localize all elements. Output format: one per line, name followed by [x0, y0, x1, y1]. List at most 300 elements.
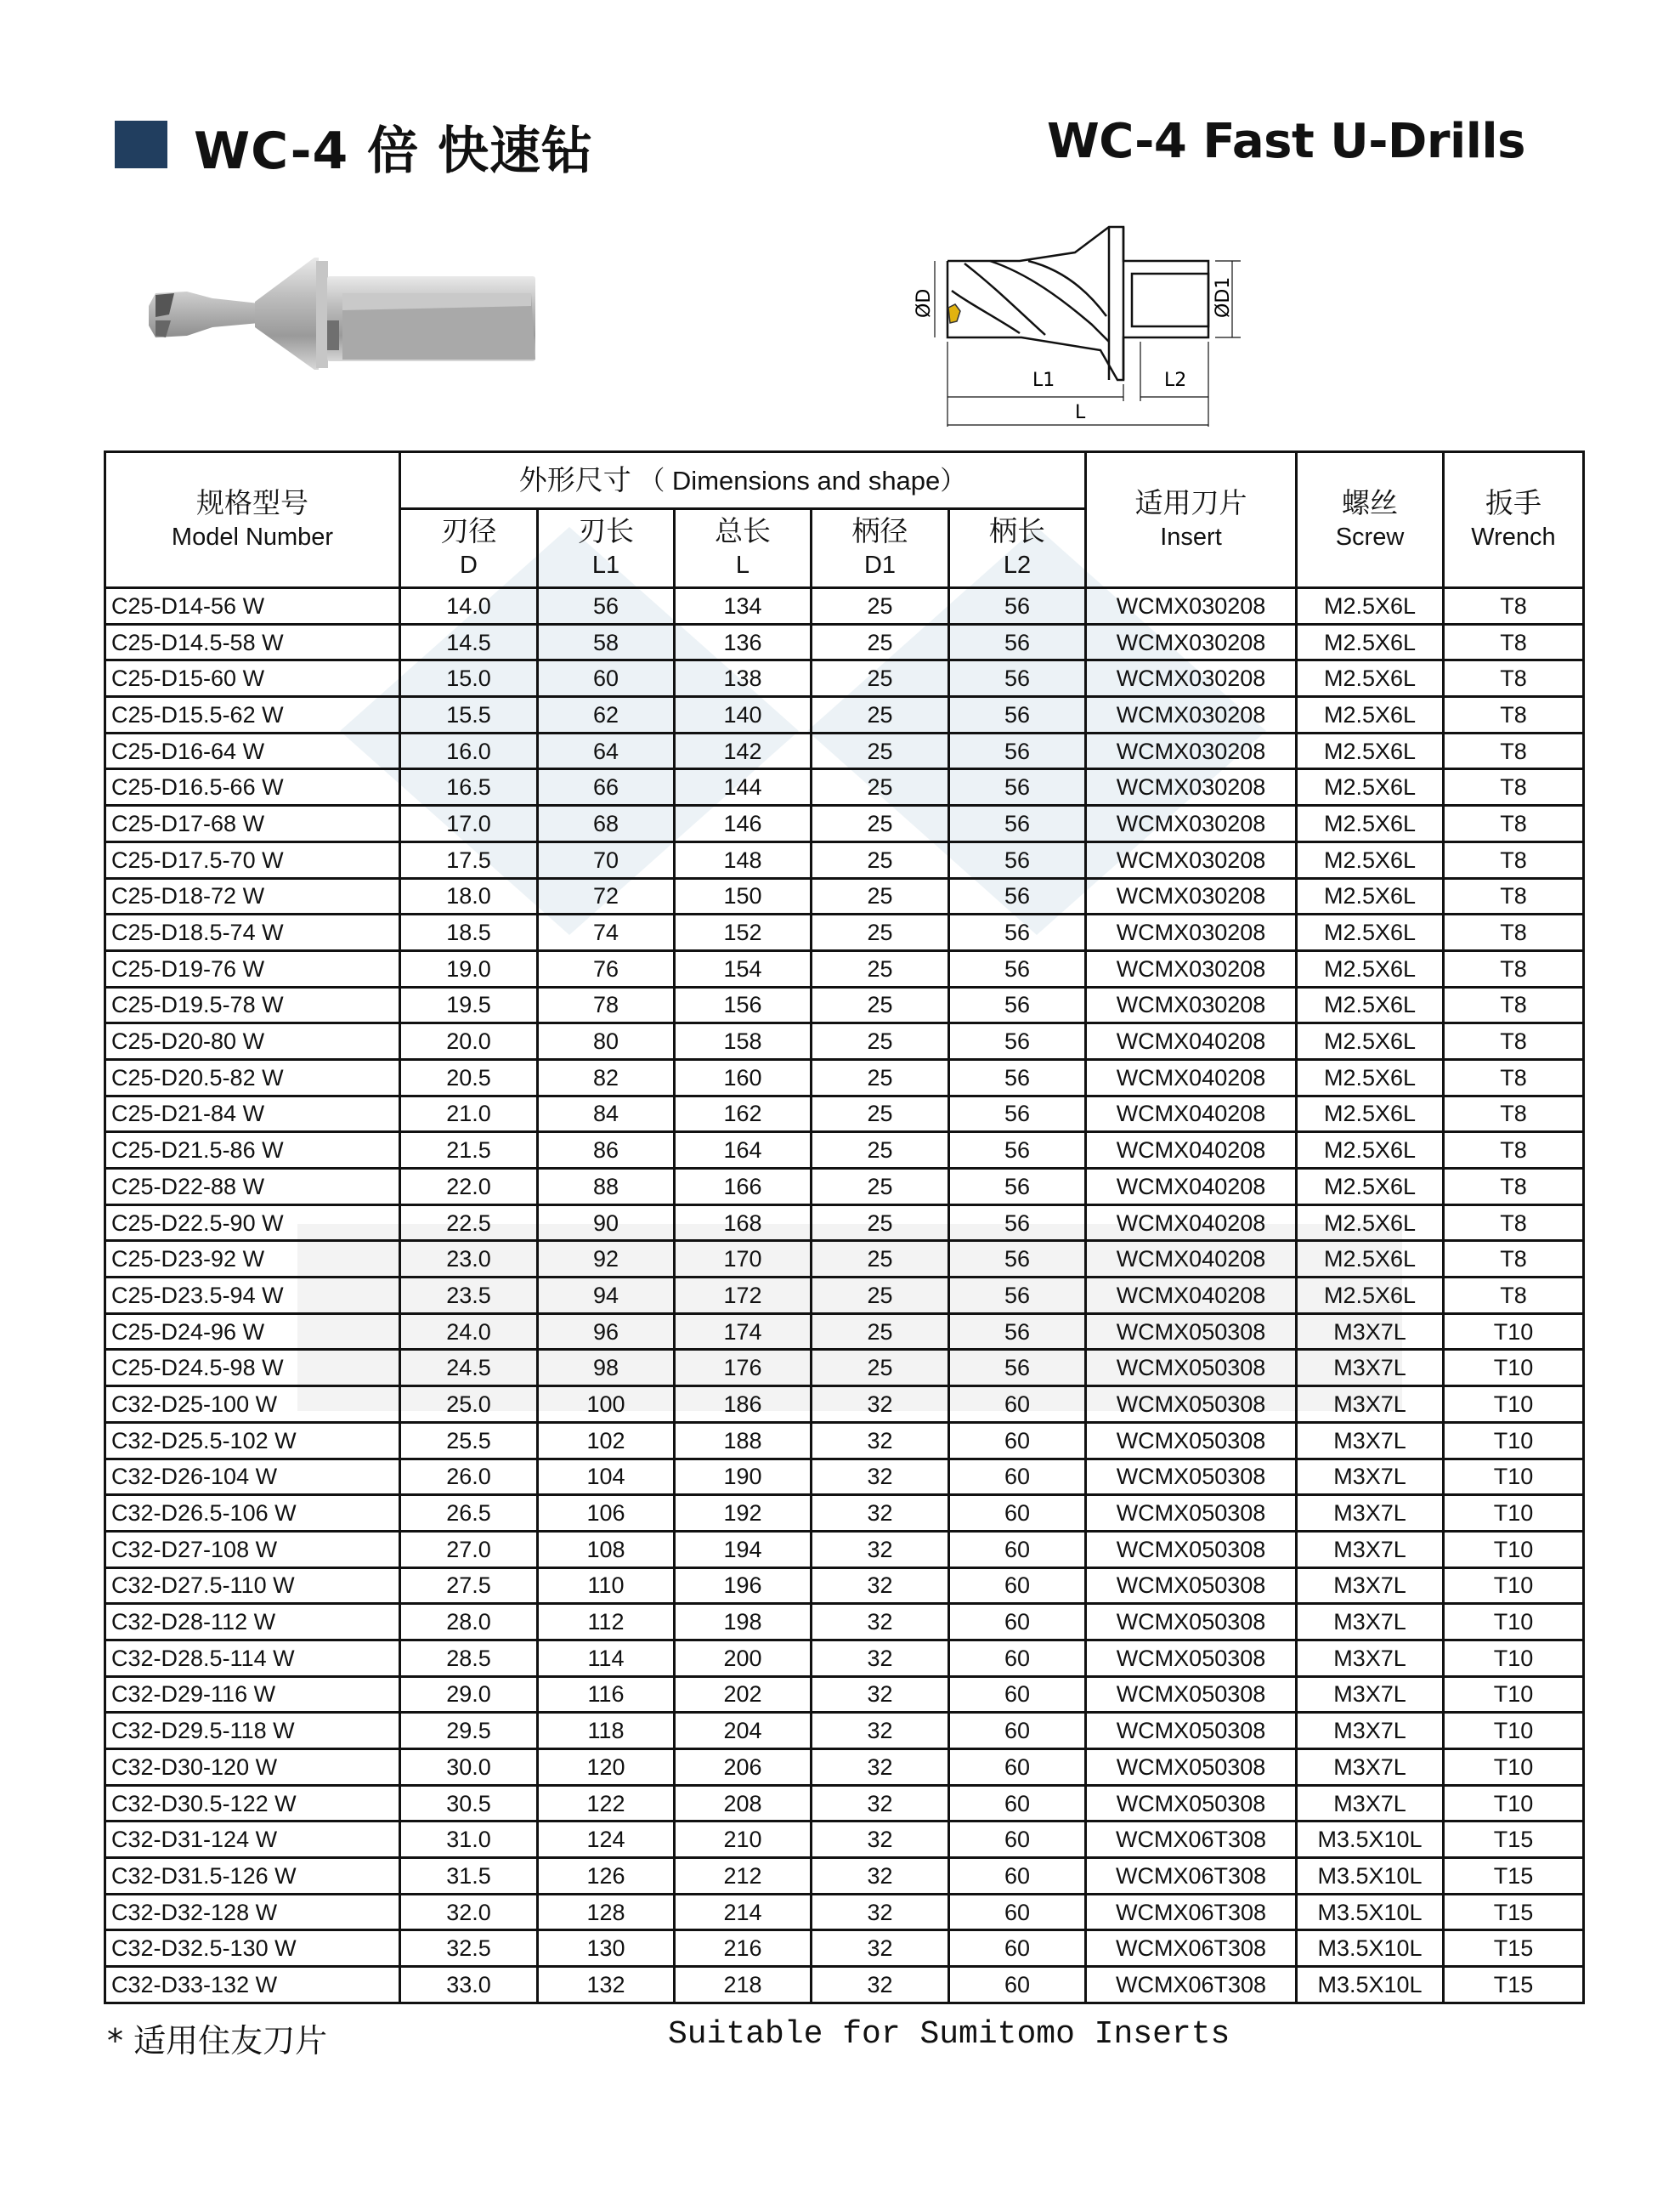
- cell-wrench: T8: [1444, 697, 1584, 734]
- cell-insert: WCMX040208: [1086, 1241, 1297, 1278]
- cell-d: 22.5: [400, 1204, 538, 1241]
- cell-l: 212: [675, 1858, 812, 1895]
- cell-d: 15.5: [400, 697, 538, 734]
- cell-d1: 25: [812, 588, 949, 625]
- table-row: [105, 1495, 1584, 1532]
- cell-wrench: T10: [1444, 1531, 1584, 1567]
- cell-insert: WCMX06T308: [1086, 1858, 1297, 1895]
- cell-model: C25-D14.5-58 W: [105, 624, 400, 660]
- cell-d: 19.0: [400, 950, 538, 987]
- cell-d1: 25: [812, 1059, 949, 1096]
- cell-l1: 104: [538, 1459, 675, 1495]
- table-row: [105, 878, 1584, 915]
- cell-d1: 32: [812, 1459, 949, 1495]
- cell-screw: M2.5X6L: [1297, 1241, 1444, 1278]
- cell-d1: 25: [812, 1023, 949, 1060]
- cell-model: C32-D25.5-102 W: [105, 1422, 400, 1459]
- cell-model: C25-D20-80 W: [105, 1023, 400, 1060]
- cell-l: 218: [675, 1967, 812, 2003]
- cell-insert: WCMX06T308: [1086, 1930, 1297, 1967]
- cell-l: 138: [675, 660, 812, 697]
- cell-l1: 82: [538, 1059, 675, 1096]
- cell-l2: 60: [949, 1822, 1086, 1858]
- cell-d1: 32: [812, 1604, 949, 1640]
- cell-model: C25-D17-68 W: [105, 806, 400, 842]
- cell-l1: 102: [538, 1422, 675, 1459]
- cell-model: C25-D24-96 W: [105, 1313, 400, 1350]
- footer-note-cn: * 适用住友刀片: [107, 2022, 328, 2060]
- cell-d: 28.5: [400, 1640, 538, 1676]
- cell-model: C25-D22-88 W: [105, 1169, 400, 1205]
- cell-l2: 56: [949, 1278, 1086, 1314]
- diagram-label-d1: ØD1: [1213, 276, 1234, 318]
- cell-model: C25-D22.5-90 W: [105, 1204, 400, 1241]
- cell-model: C32-D27-108 W: [105, 1531, 400, 1567]
- cell-model: C25-D14-56 W: [105, 588, 400, 625]
- table-row: [105, 950, 1584, 987]
- cell-insert: WCMX06T308: [1086, 1822, 1297, 1858]
- column-header-insert: 适用刀片 Insert: [1086, 452, 1297, 588]
- cell-insert: WCMX050308: [1086, 1749, 1297, 1786]
- cell-l1: 86: [538, 1132, 675, 1169]
- cell-l2: 56: [949, 1169, 1086, 1205]
- cell-l1: 130: [538, 1930, 675, 1967]
- footer-note-en: Suitable for Sumitomo Inserts: [668, 2016, 1230, 2053]
- cell-model: C32-D31.5-126 W: [105, 1858, 400, 1895]
- cell-l2: 60: [949, 1930, 1086, 1967]
- table-row: [105, 841, 1584, 878]
- cell-l1: 100: [538, 1386, 675, 1423]
- cell-model: C25-D16-64 W: [105, 733, 400, 769]
- cell-d: 29.0: [400, 1676, 538, 1713]
- cell-model: C32-D29.5-118 W: [105, 1713, 400, 1749]
- column-header-model: 规格型号 Model Number: [105, 452, 400, 588]
- cell-model: C32-D28-112 W: [105, 1604, 400, 1640]
- cell-d: 26.5: [400, 1495, 538, 1532]
- cell-screw: M2.5X6L: [1297, 1204, 1444, 1241]
- cell-insert: WCMX050308: [1086, 1313, 1297, 1350]
- cell-wrench: T8: [1444, 1278, 1584, 1314]
- cell-l2: 60: [949, 1749, 1086, 1786]
- cell-d1: 25: [812, 806, 949, 842]
- cell-model: C25-D18-72 W: [105, 878, 400, 915]
- cell-insert: WCMX030208: [1086, 697, 1297, 734]
- cell-d: 31.5: [400, 1858, 538, 1895]
- cell-insert: WCMX030208: [1086, 915, 1297, 951]
- cell-l1: 58: [538, 624, 675, 660]
- cell-insert: WCMX050308: [1086, 1422, 1297, 1459]
- cell-d1: 32: [812, 1967, 949, 2003]
- cell-insert: WCMX030208: [1086, 950, 1297, 987]
- table-row: [105, 1785, 1584, 1822]
- cell-d: 23.0: [400, 1241, 538, 1278]
- cell-l1: 56: [538, 588, 675, 625]
- cell-d: 25.5: [400, 1422, 538, 1459]
- cell-l: 148: [675, 841, 812, 878]
- cell-screw: M3X7L: [1297, 1422, 1444, 1459]
- cell-wrench: T8: [1444, 1204, 1584, 1241]
- cell-l2: 60: [949, 1713, 1086, 1749]
- table-row: [105, 1858, 1584, 1895]
- cell-wrench: T8: [1444, 1059, 1584, 1096]
- cell-l2: 56: [949, 1241, 1086, 1278]
- cell-l1: 120: [538, 1749, 675, 1786]
- cell-l: 174: [675, 1313, 812, 1350]
- cell-model: C25-D19-76 W: [105, 950, 400, 987]
- cell-d1: 25: [812, 660, 949, 697]
- cell-l2: 56: [949, 1313, 1086, 1350]
- cell-screw: M3.5X10L: [1297, 1930, 1444, 1967]
- cell-screw: M3X7L: [1297, 1459, 1444, 1495]
- cell-l1: 110: [538, 1567, 675, 1604]
- cell-d: 20.0: [400, 1023, 538, 1060]
- table-row: [105, 1059, 1584, 1096]
- cell-l1: 66: [538, 769, 675, 806]
- cell-l1: 114: [538, 1640, 675, 1676]
- table-row: [105, 1422, 1584, 1459]
- cell-wrench: T8: [1444, 1241, 1584, 1278]
- cell-wrench: T10: [1444, 1495, 1584, 1532]
- cell-d1: 25: [812, 878, 949, 915]
- cell-l1: 64: [538, 733, 675, 769]
- cell-d1: 25: [812, 1313, 949, 1350]
- column-group-dimensions: 外形尺寸 （ Dimensions and shape）: [400, 452, 1086, 509]
- cell-l: 186: [675, 1386, 812, 1423]
- cell-insert: WCMX030208: [1086, 769, 1297, 806]
- cell-l1: 108: [538, 1531, 675, 1567]
- cell-d: 27.0: [400, 1531, 538, 1567]
- cell-screw: M3.5X10L: [1297, 1894, 1444, 1930]
- cell-d: 17.0: [400, 806, 538, 842]
- cell-d: 33.0: [400, 1967, 538, 2003]
- cell-d: 31.0: [400, 1822, 538, 1858]
- cell-model: C32-D28.5-114 W: [105, 1640, 400, 1676]
- cell-l: 198: [675, 1604, 812, 1640]
- cell-d1: 25: [812, 1169, 949, 1205]
- cell-screw: M2.5X6L: [1297, 1023, 1444, 1060]
- cell-insert: WCMX040208: [1086, 1096, 1297, 1132]
- cell-l1: 62: [538, 697, 675, 734]
- cell-model: C25-D21-84 W: [105, 1096, 400, 1132]
- page-title-en: WC-4 Fast U-Drills: [1047, 114, 1525, 169]
- cell-d1: 32: [812, 1676, 949, 1713]
- cell-l: 160: [675, 1059, 812, 1096]
- cell-l: 172: [675, 1278, 812, 1314]
- cell-l: 156: [675, 987, 812, 1023]
- cell-insert: WCMX050308: [1086, 1640, 1297, 1676]
- cell-l1: 122: [538, 1785, 675, 1822]
- cell-wrench: T15: [1444, 1930, 1584, 1967]
- cell-l: 164: [675, 1132, 812, 1169]
- cell-screw: M3.5X10L: [1297, 1967, 1444, 2003]
- cell-wrench: T8: [1444, 733, 1584, 769]
- cell-wrench: T8: [1444, 841, 1584, 878]
- cell-l: 202: [675, 1676, 812, 1713]
- cell-l2: 56: [949, 878, 1086, 915]
- table-row: [105, 1023, 1584, 1060]
- cell-insert: WCMX050308: [1086, 1459, 1297, 1495]
- cell-d1: 32: [812, 1422, 949, 1459]
- column-header-screw: 螺丝 Screw: [1297, 452, 1444, 588]
- cell-l2: 56: [949, 697, 1086, 734]
- column-header-l: 总长 L: [675, 509, 812, 588]
- cell-wrench: T8: [1444, 1023, 1584, 1060]
- cell-l2: 56: [949, 950, 1086, 987]
- cell-l2: 60: [949, 1386, 1086, 1423]
- cell-d1: 25: [812, 733, 949, 769]
- cell-wrench: T8: [1444, 588, 1584, 625]
- cell-l: 168: [675, 1204, 812, 1241]
- cell-insert: WCMX050308: [1086, 1567, 1297, 1604]
- cell-l1: 60: [538, 660, 675, 697]
- cell-d: 17.5: [400, 841, 538, 878]
- cell-d: 14.5: [400, 624, 538, 660]
- cell-l1: 128: [538, 1894, 675, 1930]
- cell-d1: 25: [812, 1241, 949, 1278]
- table-row: [105, 588, 1584, 625]
- cell-model: C32-D27.5-110 W: [105, 1567, 400, 1604]
- cell-insert: WCMX050308: [1086, 1495, 1297, 1532]
- cell-screw: M3.5X10L: [1297, 1822, 1444, 1858]
- cell-l1: 70: [538, 841, 675, 878]
- table-row: [105, 1241, 1584, 1278]
- cell-l1: 116: [538, 1676, 675, 1713]
- table-row: [105, 624, 1584, 660]
- cell-l: 152: [675, 915, 812, 951]
- cell-insert: WCMX030208: [1086, 733, 1297, 769]
- title-accent-square: [115, 121, 167, 168]
- table-row: [105, 1604, 1584, 1640]
- cell-l2: 56: [949, 1350, 1086, 1386]
- cell-model: C32-D26.5-106 W: [105, 1495, 400, 1532]
- cell-model: C25-D23.5-94 W: [105, 1278, 400, 1314]
- cell-screw: M2.5X6L: [1297, 733, 1444, 769]
- table-row: [105, 987, 1584, 1023]
- cell-model: C25-D24.5-98 W: [105, 1350, 400, 1386]
- cell-wrench: T8: [1444, 1096, 1584, 1132]
- cell-wrench: T8: [1444, 660, 1584, 697]
- cell-l2: 56: [949, 769, 1086, 806]
- cell-model: C32-D32-128 W: [105, 1894, 400, 1930]
- cell-screw: M3X7L: [1297, 1676, 1444, 1713]
- table-row: [105, 769, 1584, 806]
- table-row: [105, 660, 1584, 697]
- cell-l2: 60: [949, 1785, 1086, 1822]
- cell-l: 154: [675, 950, 812, 987]
- cell-insert: WCMX040208: [1086, 1023, 1297, 1060]
- cell-insert: WCMX050308: [1086, 1350, 1297, 1386]
- cell-l2: 56: [949, 1204, 1086, 1241]
- cell-screw: M2.5X6L: [1297, 1059, 1444, 1096]
- table-row: [105, 1386, 1584, 1423]
- cell-screw: M2.5X6L: [1297, 660, 1444, 697]
- cell-wrench: T10: [1444, 1640, 1584, 1676]
- drill-photo: [140, 242, 642, 378]
- cell-screw: M2.5X6L: [1297, 697, 1444, 734]
- cell-l: 200: [675, 1640, 812, 1676]
- cell-d: 25.0: [400, 1386, 538, 1423]
- cell-d: 27.5: [400, 1567, 538, 1604]
- table-row: [105, 1567, 1584, 1604]
- cell-d: 19.5: [400, 987, 538, 1023]
- cell-wrench: T15: [1444, 1894, 1584, 1930]
- cell-d1: 25: [812, 1350, 949, 1386]
- cell-d: 32.5: [400, 1930, 538, 1967]
- cell-l: 150: [675, 878, 812, 915]
- diagram-label-l2: L2: [1164, 370, 1187, 391]
- cell-l: 142: [675, 733, 812, 769]
- table-row: [105, 697, 1584, 734]
- cell-l: 204: [675, 1713, 812, 1749]
- cell-d1: 32: [812, 1567, 949, 1604]
- cell-model: C32-D33-132 W: [105, 1967, 400, 2003]
- cell-d1: 32: [812, 1640, 949, 1676]
- cell-d1: 25: [812, 1132, 949, 1169]
- cell-l1: 132: [538, 1967, 675, 2003]
- cell-screw: M3X7L: [1297, 1749, 1444, 1786]
- cell-wrench: T8: [1444, 878, 1584, 915]
- cell-l: 144: [675, 769, 812, 806]
- table-body: [105, 588, 1584, 2003]
- cell-screw: M3X7L: [1297, 1567, 1444, 1604]
- cell-l2: 60: [949, 1422, 1086, 1459]
- cell-model: C25-D17.5-70 W: [105, 841, 400, 878]
- cell-insert: WCMX050308: [1086, 1785, 1297, 1822]
- cell-d1: 32: [812, 1858, 949, 1895]
- table-row: [105, 1278, 1584, 1314]
- cell-model: C32-D26-104 W: [105, 1459, 400, 1495]
- cell-l2: 60: [949, 1676, 1086, 1713]
- cell-l2: 60: [949, 1604, 1086, 1640]
- cell-l: 216: [675, 1930, 812, 1967]
- cell-wrench: T8: [1444, 950, 1584, 987]
- cell-d: 18.5: [400, 915, 538, 951]
- cell-insert: WCMX050308: [1086, 1531, 1297, 1567]
- cell-screw: M2.5X6L: [1297, 987, 1444, 1023]
- cell-wrench: T10: [1444, 1313, 1584, 1350]
- cell-d1: 32: [812, 1713, 949, 1749]
- cell-l2: 60: [949, 1894, 1086, 1930]
- cell-screw: M2.5X6L: [1297, 1096, 1444, 1132]
- cell-d: 22.0: [400, 1169, 538, 1205]
- cell-screw: M3X7L: [1297, 1495, 1444, 1532]
- cell-wrench: T8: [1444, 1169, 1584, 1205]
- cell-wrench: T10: [1444, 1459, 1584, 1495]
- cell-d1: 32: [812, 1785, 949, 1822]
- cell-l1: 72: [538, 878, 675, 915]
- cell-insert: WCMX040208: [1086, 1132, 1297, 1169]
- diagram-label-l1: L1: [1032, 370, 1055, 391]
- cell-insert: WCMX030208: [1086, 624, 1297, 660]
- cell-l1: 94: [538, 1278, 675, 1314]
- cell-l2: 56: [949, 1096, 1086, 1132]
- cell-l2: 60: [949, 1531, 1086, 1567]
- cell-screw: M3X7L: [1297, 1604, 1444, 1640]
- cell-wrench: T8: [1444, 987, 1584, 1023]
- cell-l2: 56: [949, 660, 1086, 697]
- cell-d: 21.0: [400, 1096, 538, 1132]
- diagram-label-l: L: [1075, 402, 1086, 423]
- cell-l: 140: [675, 697, 812, 734]
- cell-l2: 56: [949, 733, 1086, 769]
- cell-wrench: T10: [1444, 1604, 1584, 1640]
- cell-l2: 56: [949, 1023, 1086, 1060]
- cell-wrench: T10: [1444, 1713, 1584, 1749]
- cell-l1: 88: [538, 1169, 675, 1205]
- cell-screw: M3X7L: [1297, 1785, 1444, 1822]
- cell-l1: 98: [538, 1350, 675, 1386]
- cell-model: C25-D19.5-78 W: [105, 987, 400, 1023]
- cell-insert: WCMX030208: [1086, 987, 1297, 1023]
- cell-d: 18.0: [400, 878, 538, 915]
- cell-d1: 25: [812, 1204, 949, 1241]
- table-row: [105, 1676, 1584, 1713]
- cell-l: 208: [675, 1785, 812, 1822]
- table-row: [105, 1749, 1584, 1786]
- cell-insert: WCMX030208: [1086, 660, 1297, 697]
- table-row: [105, 1640, 1584, 1676]
- cell-insert: WCMX030208: [1086, 806, 1297, 842]
- cell-d1: 25: [812, 1278, 949, 1314]
- cell-insert: WCMX06T308: [1086, 1894, 1297, 1930]
- cell-wrench: T10: [1444, 1567, 1584, 1604]
- cell-d: 20.5: [400, 1059, 538, 1096]
- cell-insert: WCMX040208: [1086, 1059, 1297, 1096]
- cell-d1: 32: [812, 1531, 949, 1567]
- table-row: [105, 1713, 1584, 1749]
- cell-l2: 56: [949, 841, 1086, 878]
- cell-screw: M2.5X6L: [1297, 806, 1444, 842]
- specification-table: [104, 450, 1585, 2004]
- cell-d1: 25: [812, 987, 949, 1023]
- cell-l: 188: [675, 1422, 812, 1459]
- cell-l2: 56: [949, 1132, 1086, 1169]
- table-row: [105, 1096, 1584, 1132]
- cell-d: 24.5: [400, 1350, 538, 1386]
- cell-d: 24.0: [400, 1313, 538, 1350]
- cell-screw: M3X7L: [1297, 1640, 1444, 1676]
- table-row: [105, 1822, 1584, 1858]
- drill-dimension-diagram: [892, 223, 1445, 435]
- cell-l: 162: [675, 1096, 812, 1132]
- cell-insert: WCMX040208: [1086, 1204, 1297, 1241]
- cell-screw: M2.5X6L: [1297, 624, 1444, 660]
- cell-d: 16.5: [400, 769, 538, 806]
- cell-d: 28.0: [400, 1604, 538, 1640]
- cell-screw: M3.5X10L: [1297, 1858, 1444, 1895]
- cell-l1: 118: [538, 1713, 675, 1749]
- cell-l1: 92: [538, 1241, 675, 1278]
- column-header-l2: 柄长 L2: [949, 509, 1086, 588]
- table-row: [105, 733, 1584, 769]
- cell-screw: M2.5X6L: [1297, 769, 1444, 806]
- cell-wrench: T8: [1444, 1132, 1584, 1169]
- cell-model: C25-D16.5-66 W: [105, 769, 400, 806]
- table-row: [105, 1967, 1584, 2003]
- cell-l1: 126: [538, 1858, 675, 1895]
- cell-wrench: T8: [1444, 624, 1584, 660]
- cell-l: 206: [675, 1749, 812, 1786]
- cell-l2: 60: [949, 1858, 1086, 1895]
- cell-d: 16.0: [400, 733, 538, 769]
- cell-l: 196: [675, 1567, 812, 1604]
- cell-screw: M2.5X6L: [1297, 915, 1444, 951]
- cell-d: 32.0: [400, 1894, 538, 1930]
- cell-l2: 60: [949, 1640, 1086, 1676]
- cell-l: 190: [675, 1459, 812, 1495]
- table-row: [105, 806, 1584, 842]
- cell-wrench: T10: [1444, 1676, 1584, 1713]
